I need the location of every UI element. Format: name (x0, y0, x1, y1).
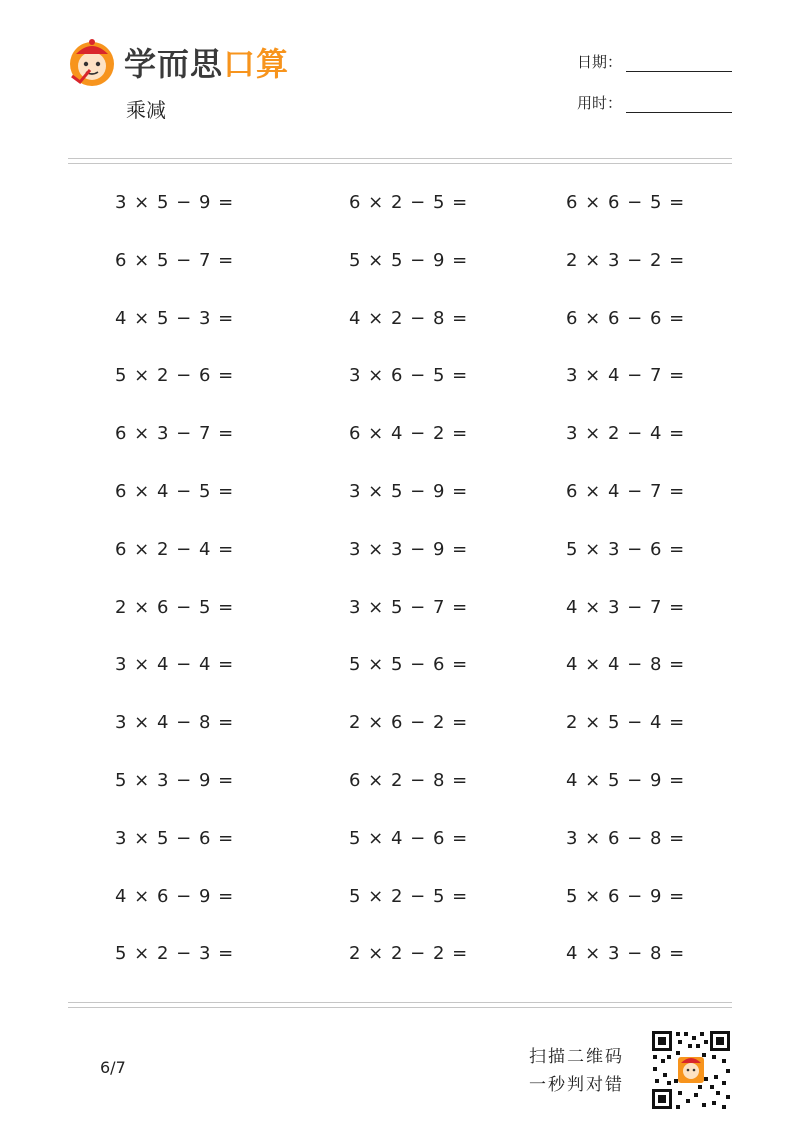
brand-name (124, 39, 289, 85)
problem: 6 × 4 − 2 = (349, 423, 469, 445)
problem: 3 × 5 − 9 = (349, 480, 469, 502)
time-field (577, 92, 732, 113)
scan-line-1: 扫描二维码 (529, 1047, 624, 1067)
problem: 3 × 2 − 4 = (566, 423, 686, 445)
problem: 4 × 2 − 8 = (349, 307, 469, 329)
problem: 5 × 2 − 6 = (115, 365, 235, 387)
problem-row (0, 927, 800, 985)
top-divider (68, 158, 732, 164)
problem: 3 × 5 − 9 = (115, 192, 235, 213)
problem: 4 × 3 − 7 = (566, 596, 686, 618)
date-blank-line (626, 57, 732, 72)
problem: 5 × 5 − 6 = (349, 654, 469, 676)
worksheet-subtitle: 乘减 (126, 98, 166, 122)
problem: 2 × 6 − 5 = (115, 596, 235, 618)
problem-row (0, 465, 800, 523)
problem: 5 × 2 − 3 = (115, 943, 235, 965)
problem-grid (0, 176, 800, 985)
problem: 6 × 2 − 4 = (115, 538, 235, 560)
problem: 2 × 6 − 2 = (349, 712, 469, 734)
problem: 6 × 2 − 8 = (349, 769, 469, 791)
problem: 6 × 3 − 7 = (115, 423, 235, 445)
problem: 3 × 4 − 8 = (115, 712, 235, 734)
scan-line-2: 一秒判对错 (529, 1075, 624, 1095)
problem-row (0, 234, 800, 292)
problem: 3 × 6 − 8 = (566, 827, 686, 849)
problem-row (0, 176, 800, 234)
problem-row (0, 870, 800, 928)
problem-row (0, 292, 800, 350)
problem: 5 × 3 − 9 = (115, 769, 235, 791)
problem: 3 × 6 − 5 = (349, 365, 469, 387)
qr-code-icon[interactable] (650, 1029, 732, 1111)
problem: 6 × 4 − 7 = (566, 480, 686, 502)
time-label: 用时： (576, 94, 622, 112)
problem: 3 × 4 − 7 = (566, 365, 686, 387)
brand-logo (66, 36, 289, 88)
problem: 2 × 2 − 2 = (349, 943, 469, 965)
problem: 4 × 5 − 3 = (115, 307, 235, 329)
problem: 3 × 5 − 7 = (349, 596, 469, 618)
problem: 4 × 4 − 8 = (566, 654, 686, 676)
problem: 5 × 3 − 6 = (566, 538, 686, 560)
problem-row (0, 696, 800, 754)
problem: 5 × 4 − 6 = (349, 827, 469, 849)
brand-accent: 口算 (223, 45, 290, 83)
problem: 4 × 5 − 9 = (566, 769, 686, 791)
problem: 4 × 3 − 8 = (566, 943, 686, 965)
date-field (577, 51, 732, 72)
problem: 6 × 5 − 7 = (115, 249, 235, 271)
problem: 2 × 3 − 2 = (566, 249, 686, 271)
problem-row (0, 754, 800, 812)
problem-row (0, 812, 800, 870)
problem-row (0, 638, 800, 696)
problem-row (0, 581, 800, 639)
problem: 5 × 6 − 9 = (566, 885, 686, 907)
problem: 6 × 2 − 5 = (349, 192, 469, 213)
page-number: 6/7 (100, 1058, 126, 1077)
brand-main: 学而思 (124, 45, 224, 83)
problem: 3 × 4 − 4 = (115, 654, 235, 676)
problem: 5 × 2 − 5 = (349, 885, 469, 907)
bottom-divider (68, 1002, 732, 1008)
problem-row (0, 523, 800, 581)
problem: 3 × 3 − 9 = (349, 538, 469, 560)
problem: 3 × 5 − 6 = (115, 827, 235, 849)
time-blank-line (626, 98, 732, 113)
date-label: 日期： (576, 53, 622, 71)
problem: 6 × 4 − 5 = (115, 480, 235, 502)
scan-prompt (529, 1043, 624, 1099)
problem: 5 × 5 − 9 = (349, 249, 469, 271)
problem: 2 × 5 − 4 = (566, 712, 686, 734)
problem-row (0, 349, 800, 407)
problem-row (0, 407, 800, 465)
problem: 6 × 6 − 5 = (566, 192, 686, 213)
problem: 6 × 6 − 6 = (566, 307, 686, 329)
problem: 4 × 6 − 9 = (115, 885, 235, 907)
monkey-logo-icon (66, 36, 118, 88)
